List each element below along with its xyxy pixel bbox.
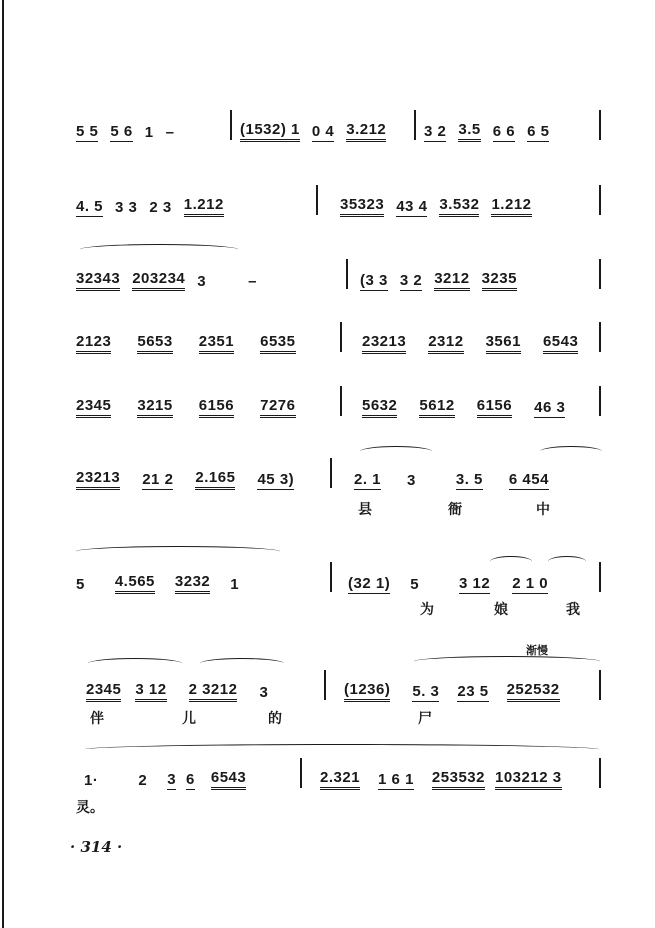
tempo-marking: 渐慢 (526, 644, 548, 657)
note-group: 6 (186, 771, 195, 788)
note-group: 23213 (362, 333, 406, 354)
barline (599, 386, 601, 416)
note-group: 3235 (482, 270, 517, 291)
note-group: 46 3 (534, 399, 566, 416)
score-line-4 (62, 320, 603, 360)
note-group: 32343 (76, 270, 120, 291)
note-group: 45 3) (257, 471, 295, 488)
note-group: 2345 (76, 397, 111, 418)
note-group: 1 (144, 124, 154, 141)
note-group: 3.212 (346, 121, 386, 142)
score-line-7 (62, 560, 603, 600)
barline (230, 110, 232, 140)
note-group: 5 5 (76, 123, 99, 140)
measure (348, 564, 560, 594)
note-group: 5 6 (110, 123, 133, 140)
barline (346, 259, 348, 289)
note-group: 43 4 (396, 198, 428, 215)
barline (330, 562, 332, 592)
note-group: 1 (230, 576, 240, 593)
note-group: 3232 (175, 573, 210, 594)
barline (340, 322, 342, 352)
score-line-5 (62, 384, 603, 424)
note-group: 21 2 (142, 471, 174, 488)
measure (76, 187, 236, 217)
note-group: 3.532 (439, 196, 479, 217)
note-group: 6 454 (508, 471, 549, 488)
note-group: 5. 3 (412, 683, 440, 700)
note-group: 3561 (486, 333, 521, 354)
note-group: 3 (167, 771, 177, 788)
barline (414, 110, 416, 140)
note-group: 0 4 (311, 123, 335, 140)
measure (86, 672, 280, 702)
score-line-6 (62, 456, 603, 496)
note-group: 3 3 (115, 199, 138, 216)
lyric: 的 (268, 711, 282, 727)
note-group: 3 (407, 472, 416, 489)
barline (316, 185, 318, 215)
note-group: 6156 (477, 397, 512, 418)
note-group: 4.565 (115, 573, 155, 594)
lyric: 中 (536, 502, 550, 518)
measure (240, 112, 398, 142)
barline (599, 670, 601, 700)
note-group: 2 3 (149, 199, 172, 216)
slur (414, 656, 600, 667)
note-group: 3 12 (459, 575, 491, 592)
measure (76, 460, 306, 490)
slur (84, 744, 600, 755)
measure (360, 261, 529, 291)
note-group: 23213 (76, 469, 120, 490)
note-group: 1.212 (184, 196, 224, 217)
note-group: 5612 (419, 397, 454, 418)
note-group: 2 1 0 (512, 575, 549, 592)
note-group: 2351 (199, 333, 234, 354)
note-group: 252532 (507, 681, 560, 702)
note-group: 5653 (137, 333, 172, 354)
note-group: 23 5 (457, 683, 489, 700)
barline (599, 562, 601, 592)
lyric: 儿 (182, 711, 196, 727)
note-group: 35323 (340, 196, 384, 217)
note-group: 1 6 1 (378, 771, 414, 788)
note-group: 6535 (260, 333, 295, 354)
barline (599, 110, 601, 140)
lyric: 灵。 (76, 800, 104, 816)
barline (300, 758, 302, 788)
note-group: 2123 (76, 333, 111, 354)
note-group: 1· (84, 772, 99, 789)
note-group: 6 6 (492, 123, 516, 140)
score-line-3 (62, 257, 603, 297)
barline (599, 322, 601, 352)
note-group: (32 1) (348, 575, 391, 592)
note-group: 5 (76, 576, 85, 593)
page-number: · 314 · (70, 838, 123, 856)
note-group: 2345 (86, 681, 121, 702)
note-group: 3215 (137, 397, 172, 418)
barline (330, 458, 332, 488)
score-line-8 (62, 668, 603, 708)
measure (76, 261, 269, 291)
barline (340, 386, 342, 416)
note-group: – (165, 124, 175, 141)
page-edge-border (2, 0, 4, 928)
note-group: 2.165 (195, 469, 235, 490)
score-line-9 (62, 756, 603, 796)
lyric: 县 (358, 502, 372, 518)
note-group: 6156 (199, 397, 234, 418)
note-group: 3 (197, 273, 207, 290)
barline (324, 670, 326, 700)
measure (76, 324, 308, 354)
lyric: 尸 (418, 711, 432, 727)
note-group: (1236) (344, 681, 390, 702)
note-group: 2. 1 (354, 471, 382, 488)
note-group: 3 2 (399, 272, 423, 289)
note-group: 6543 (543, 333, 578, 354)
measure (344, 672, 572, 702)
note-group: 2 3212 (189, 681, 238, 702)
lyric: 衙 (448, 502, 462, 518)
measure (76, 564, 251, 594)
note-group: 1.212 (491, 196, 531, 217)
note-group: 3 12 (135, 681, 166, 702)
note-group: 3.5 (458, 121, 480, 142)
lyric: 我 (566, 602, 580, 618)
note-group: 6 5 (527, 123, 550, 140)
score-line-2 (62, 183, 603, 223)
lyric: 伴 (90, 711, 104, 727)
slur (80, 244, 238, 255)
measure (424, 112, 561, 142)
note-group: 7276 (260, 397, 295, 418)
note-group: 4. 5 (76, 198, 104, 215)
measure (340, 187, 544, 217)
note-group: 6543 (211, 769, 246, 790)
measure (76, 112, 186, 142)
measure (354, 460, 561, 490)
note-group: 3. 5 (455, 471, 483, 488)
note-group: 3 2 (424, 123, 447, 140)
barline (599, 758, 601, 788)
note-group: 2.321 (320, 769, 360, 790)
note-group: 203234 (132, 270, 185, 291)
note-group: (1532) 1 (240, 121, 300, 142)
note-group: 5 (410, 576, 420, 593)
barline (599, 259, 601, 289)
barline (599, 185, 601, 215)
slur (76, 546, 280, 557)
note-group: 253532 (432, 769, 485, 790)
note-group: – (248, 273, 257, 290)
measure (320, 760, 574, 790)
note-group: 103212 3 (495, 769, 562, 790)
score-line-1 (62, 108, 603, 148)
note-group: 3 (259, 684, 269, 701)
note-group: 2312 (428, 333, 463, 354)
note-group: 3212 (434, 270, 469, 291)
measure (362, 324, 590, 354)
measure (362, 388, 577, 418)
note-group: 5632 (362, 397, 397, 418)
note-group: (3 3 (360, 272, 388, 289)
measure (84, 760, 258, 790)
lyric: 娘 (494, 602, 508, 618)
lyric: 为 (420, 602, 434, 618)
note-group: 2 (138, 772, 148, 789)
measure (76, 388, 308, 418)
